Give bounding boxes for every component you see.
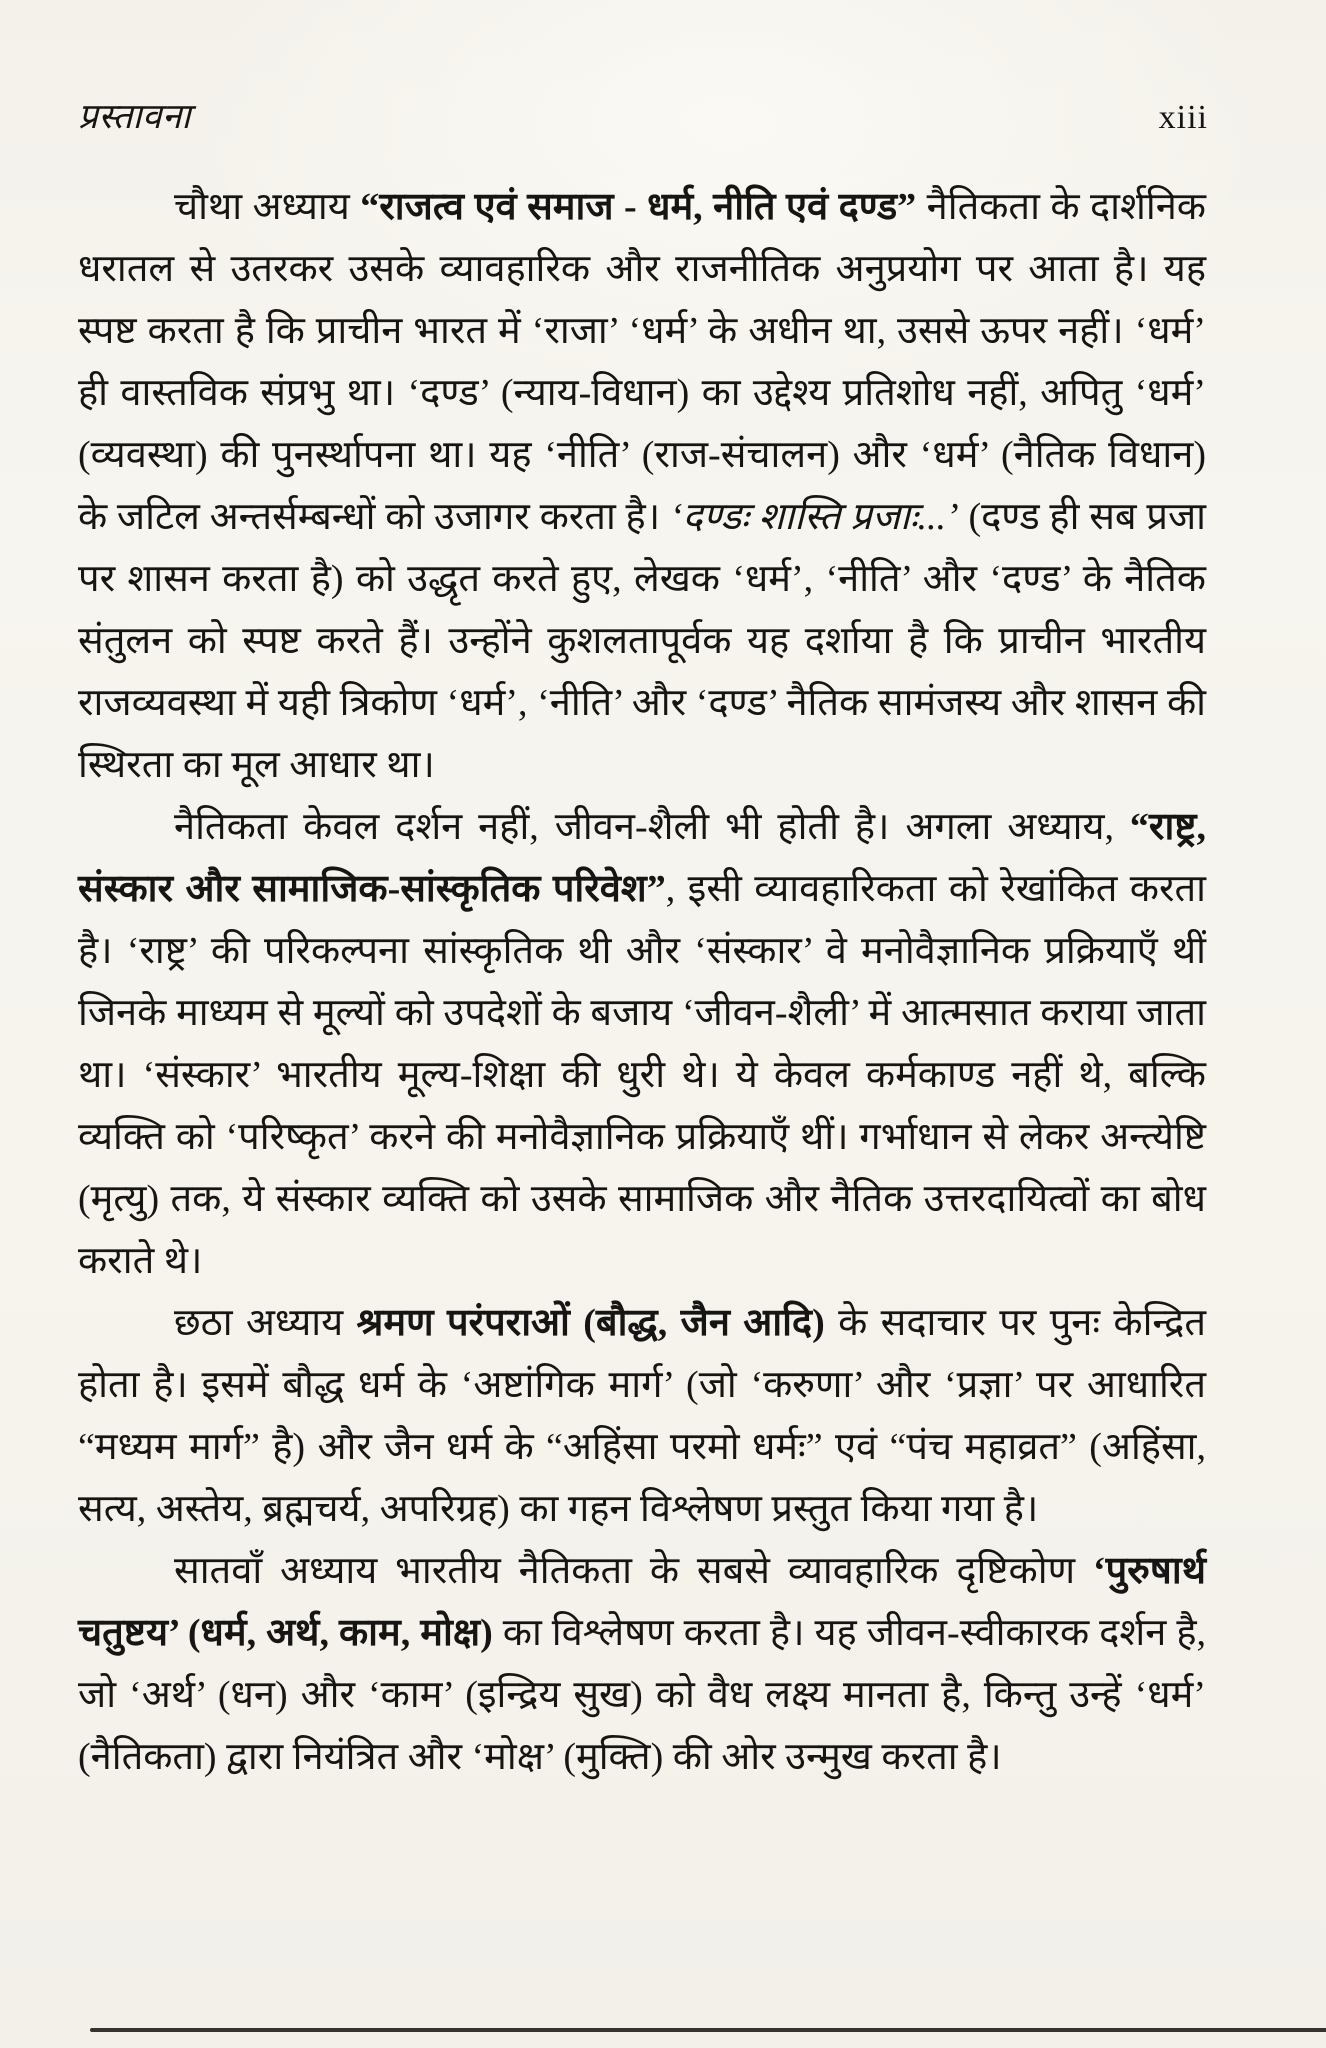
- paragraph: [78, 176, 1206, 796]
- text-run: का विश्लेषण करता है। यह जीवन-स्वीकारक दर्शन है, जो ‘अर्थ’ (धन) और ‘काम’ (इन्द्रिय सुख) को वैध लक्ष्य मानता है, किन्तु उन्हें ‘धर्म’ (नैतिकता) द्वारा नियंत्रित और ‘मोक्ष’ (मुक्ति) की ओर उन्मुख करता है।: [78, 1612, 1206, 1778]
- paragraph: [78, 1292, 1206, 1540]
- paragraph: [78, 796, 1206, 1292]
- page-number: xiii: [1158, 99, 1208, 136]
- bold-text-run: “राष्ट्र, संस्कार और सामाजिक-सांस्कृतिक परिवेश”: [78, 806, 1206, 910]
- running-title: प्रस्तावना: [78, 97, 191, 136]
- text-run: छठा अध्याय: [174, 1302, 357, 1344]
- paragraph: [78, 1540, 1206, 1788]
- italic-text-run: ‘दण्डः शास्ति प्रजाः...’: [669, 496, 959, 538]
- text-run: सातवाँ अध्याय भारतीय नैतिकता के सबसे व्यावहारिक दृष्टिकोण: [174, 1550, 1093, 1592]
- text-run: (दण्ड ही सब प्रजा पर शासन करता है) को उद्धृत करते हुए, लेखक ‘धर्म’, ‘नीति’ और ‘दण्ड’ के नैतिक संतुलन को स्पष्ट करते हैं। उन्होंने कुशलतापूर्वक यह दर्शाया है कि प्राचीन भारतीय राजव्यवस्था में यही त्रिकोण ‘धर्म’, ‘नीति’ और ‘दण्ड’ नैतिक सामंजस्य और शासन की स्थिरता का मूल आधार था।: [78, 496, 1206, 786]
- text-run: , इसी व्यावहारिकता को रेखांकित करता है। ‘राष्ट्र’ की परिकल्पना सांस्कृतिक थी और ‘संस्कार’ वे मनोवैज्ञानिक प्रक्रियाएँ थीं जिनके माध्यम से मूल्यों को उपदेशों के बजाय ‘जीवन-शैली’ में आत्मसात कराया जाता था। ‘संस्कार’ भारतीय मूल्य-शिक्षा की धुरी थे। ये केवल कर्मकाण्ड नहीं थे, बल्कि व्यक्ति को ‘परिष्कृत’ करने की मनोवैज्ञानिक प्रक्रियाएँ थीं। गर्भाधान से लेकर अन्त्येष्टि (मृत्यु) तक, ये संस्कार व्यक्ति को उसके सामाजिक और नैतिक उत्तरदायित्वों का बोध कराते थे।: [78, 868, 1206, 1282]
- page-header: [78, 92, 1208, 139]
- text-run: नैतिकता के दार्शनिक धरातल से उतरकर उसके व्यावहारिक और राजनीतिक अनुप्रयोग पर आता है। यह स्पष्ट करता है कि प्राचीन भारत में ‘राजा’ ‘धर्म’ के अधीन था, उससे ऊपर नहीं। ‘धर्म’ ही वास्तविक संप्रभु था। ‘दण्ड’ (न्याय-विधान) का उद्देश्य प्रतिशोध नहीं, अपितु ‘धर्म’ (व्यवस्था) की पुनर्स्थापना था। यह ‘नीति’ (राज-संचालन) और ‘धर्म’ (नैतिक विधान) के जटिल अन्तर्सम्बन्धों को उजागर करता है।: [78, 186, 1206, 538]
- bold-text-run: ‘पुरुषार्थ चतुष्टय’ (धर्म, अर्थ, काम, मोक्ष): [78, 1550, 1206, 1654]
- bold-text-run: “राजत्व एवं समाज - धर्म, नीति एवं दण्ड”: [360, 186, 917, 228]
- text-run: नैतिकता केवल दर्शन नहीं, जीवन-शैली भी होती है। अगला अध्याय,: [174, 806, 1130, 848]
- scan-edge-line: [90, 2028, 1326, 2032]
- text-run: चौथा अध्याय: [174, 186, 361, 228]
- text-run: के सदाचार पर पुनः केन्द्रित होता है। इसमें बौद्ध धर्म के ‘अष्टांगिक मार्ग’ (जो ‘करुणा’ और ‘प्रज्ञा’ पर आधारित “मध्यम मार्ग” है) और जैन धर्म के “अहिंसा परमो धर्मः” एवं “पंच महाव्रत” (अहिंसा, सत्य, अस्तेय, ब्रह्मचर्य, अपरिग्रह) का गहन विश्लेषण प्रस्तुत किया गया है।: [78, 1302, 1206, 1530]
- bold-text-run: श्रमण परंपराओं (बौद्ध, जैन आदि): [356, 1302, 825, 1344]
- page-body: [78, 176, 1206, 1788]
